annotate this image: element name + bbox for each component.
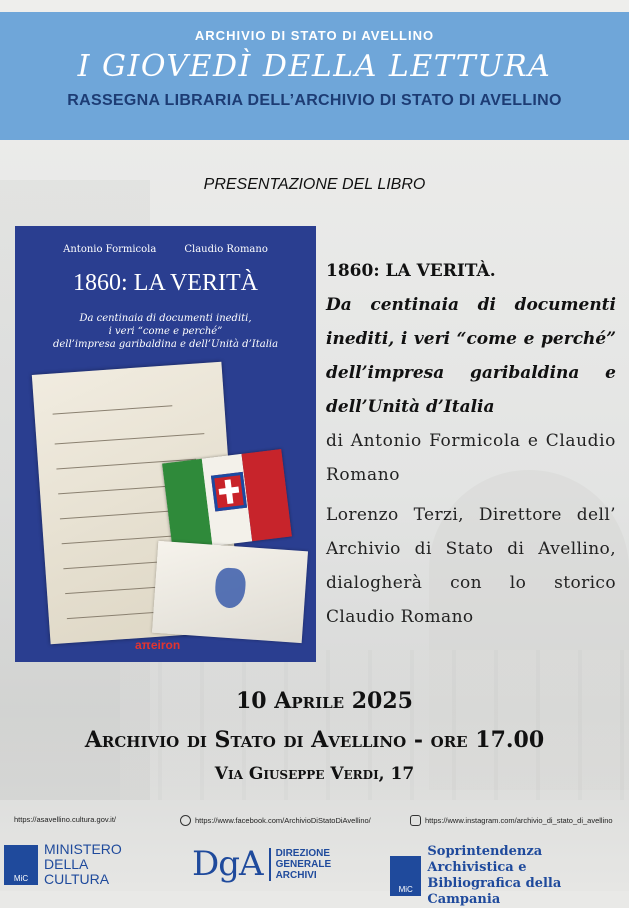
- cover-author-2: Claudio Romano: [184, 244, 268, 255]
- facebook-link[interactable]: https://www.facebook.com/ArchivioDiStatoDiAvellino/: [195, 816, 371, 825]
- bourbon-flag-image: [152, 541, 308, 643]
- sab-line: Bibliografica della Campania: [427, 876, 562, 907]
- cover-subtitle-line: dell’impresa garibaldina e dell’Unità d’Italia: [52, 339, 279, 350]
- publisher-logo: aπeiron: [135, 638, 181, 652]
- instagram-icon: [410, 815, 421, 826]
- mic-emblem-icon: MiC: [4, 845, 38, 885]
- dga-line: ARCHIVI: [275, 869, 317, 881]
- instagram-link[interactable]: https://www.instagram.com/archivio_di_stato_di_avellino: [425, 816, 613, 825]
- book-title: 1860: LA VERITÀ.: [326, 261, 496, 281]
- book-description: [326, 254, 616, 634]
- series-title: I GIOVEDÌ DELLA LETTURA: [77, 49, 552, 84]
- mic-line: MINISTERO: [44, 841, 122, 857]
- dga-mark: DgA: [192, 844, 263, 884]
- website-link-group: [14, 815, 116, 824]
- website-link[interactable]: https://asavellino.cultura.gov.it/: [14, 815, 116, 824]
- facebook-icon: [180, 815, 191, 826]
- event-address: Via Giuseppe Verdi, 17: [214, 764, 415, 784]
- savoy-crest-icon: [211, 472, 247, 512]
- italian-flag-image: [162, 449, 292, 551]
- book-authors: di Antonio Formicola e Claudio Romano: [326, 431, 616, 485]
- instagram-link-group: [410, 815, 613, 826]
- mic-emblem-icon: MiC: [390, 856, 421, 896]
- sab-line: Soprintendenza Archivistica e: [427, 844, 543, 875]
- series-subtitle: RASSEGNA LIBRARIA DELL’ARCHIVIO DI STATO DI AVELLINO: [67, 92, 562, 109]
- soprintendenza-text: [427, 844, 629, 908]
- book-cover: [15, 226, 316, 662]
- event-place-time: Archivio di Stato di Avellino - ore 17.00: [84, 727, 545, 753]
- header-banner: [0, 12, 629, 140]
- presentation-label: PRESENTAZIONE DEL LIBRO: [203, 176, 426, 193]
- book-subtitle: Da centinaia di documenti inediti, i veri “come e perché” dell’impresa garibaldina e dell’Unità d’Italia: [326, 295, 616, 417]
- cover-authors: [15, 244, 316, 255]
- dga-line: GENERALE: [275, 858, 332, 870]
- bourbon-arms-icon: [214, 567, 247, 609]
- institution-name: ARCHIVIO DI STATO DI AVELLINO: [194, 28, 435, 43]
- facebook-link-group: [180, 815, 371, 826]
- footer-logos: [0, 834, 629, 907]
- dga-line: DIREZIONE: [275, 847, 331, 859]
- cover-subtitle: [35, 312, 296, 351]
- mic-line: CULTURA: [44, 871, 110, 887]
- event-date: 10 Aprile 2025: [236, 688, 413, 714]
- mic-line: DELLA: [44, 856, 89, 872]
- cover-author-1: Antonio Formicola: [63, 244, 157, 255]
- ministero-text: [44, 842, 122, 887]
- soprintendenza-logo: [390, 844, 629, 908]
- ministero-cultura-logo: [4, 842, 122, 887]
- contact-links: [0, 812, 629, 828]
- cover-subtitle-line: Da centinaia di documenti inediti,: [79, 313, 252, 324]
- dga-text: [269, 848, 332, 881]
- dga-logo: [192, 844, 331, 884]
- speaker-note: Lorenzo Terzi, Direttore dell’ Archivio di Stato di Avellino, dialogherà con lo storico Claudio Romano: [326, 505, 616, 627]
- cover-subtitle-line: i veri “come e perché”: [108, 326, 223, 337]
- cover-title: 1860: LA VERITÀ: [73, 270, 258, 296]
